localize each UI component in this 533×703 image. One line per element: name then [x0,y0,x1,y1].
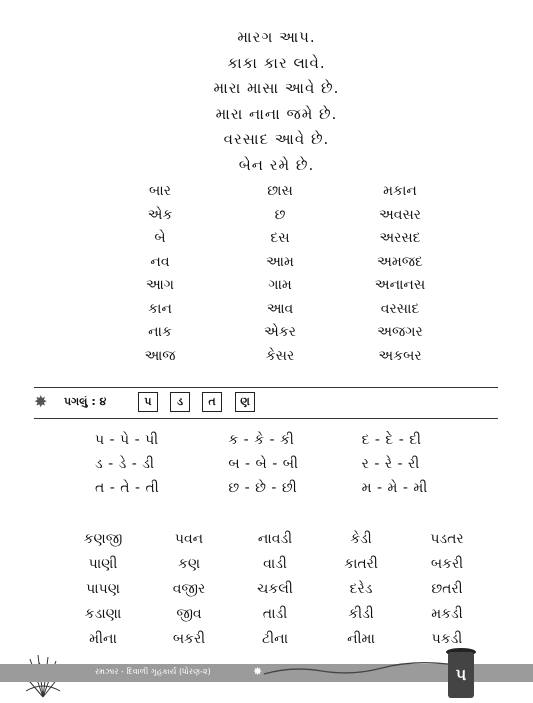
word: અમજદ [377,253,423,270]
word: દરેડ [349,581,373,597]
letter-box: પ [138,392,158,412]
sentence: વરસાદ આવે છે. [223,130,330,148]
syllable-group: ર - રે - રી [361,456,420,472]
syllable-group: ડ - ડે - ડી [95,456,155,472]
word: ગામ [268,277,292,293]
word: એક [147,206,173,223]
word: ટીના [261,631,288,647]
word: અરસદ [379,230,421,246]
word: મકડી [431,606,463,622]
word: કાન [148,300,172,317]
letter-box: ત [202,392,222,412]
burst-icon: ✸ [34,392,48,411]
sentence-block [0,25,533,178]
word: આગ [145,277,175,293]
word: જીવ [176,606,202,622]
word: અજગર [377,324,423,340]
word: છતરી [431,581,463,597]
word: આવ [266,300,294,317]
word: વજીર [172,581,206,597]
word: કણ [177,556,201,572]
page-number: ૫ [448,652,474,698]
word: મકાન [383,183,417,199]
burst-icon: ✸ [253,665,263,678]
syllable-group: મ - મે - મી [361,480,428,496]
word: પાણી [88,556,118,572]
word: પડતર [430,531,464,547]
syllable-row [95,428,495,452]
syllable-group: ત - તે - તી [95,480,160,496]
word: બે [154,230,166,246]
letter-box: ડ [170,392,190,412]
word: દસ [270,230,290,246]
syllable-group: છ - છે - છી [228,480,298,496]
word: અનાનસ [374,277,426,293]
step-header [34,387,498,419]
word: આજ [144,347,176,364]
word-grid-2 [60,527,490,652]
word: કડાણા [84,606,122,622]
word: અકબર [378,347,422,364]
sentence: કાકા કાર લાવે. [227,53,326,72]
word: એકર [264,324,296,340]
word: નાક [148,324,172,340]
letter-box: ણ [235,392,255,412]
syllable-group: પ - પે - પી [95,432,159,448]
wave-line-icon [262,654,452,680]
word: બકરી [172,631,206,647]
word: નાવડી [257,531,293,547]
word: નવ [150,253,170,270]
syllable-group: બ - બે - બી [228,456,299,472]
footer-text: રમઝાર - દિવાળી ગૃહકાર્ય (ધોરણ-૨) [95,667,211,676]
word: વરસાદ [380,300,420,317]
word: પાપણ [86,581,120,597]
word: છાસ [267,183,293,199]
word: કાતરી [344,556,378,572]
word: તાડી [262,606,288,622]
word: બકરી [430,556,464,572]
word: ચકલી [257,581,293,597]
word: આમ [266,253,294,270]
word: નીમા [347,631,375,647]
sentence: મારગ આપ. [237,28,316,46]
sentence: મારા માસા આવે છે. [213,79,340,97]
sentence: બેન રમે છે. [238,155,315,174]
word: કેડી [350,531,372,547]
word: પવન [174,531,204,547]
word: અવસર [378,206,422,223]
step-label: પગલું : ૪ [64,395,107,408]
word-grid [100,180,460,368]
word: કીડી [348,606,374,622]
word: બાર [149,183,171,199]
syllable-group: ક - કે - કી [228,432,295,448]
syllable-row [95,476,495,500]
sentence: મારા નાના જમે છે. [215,104,338,123]
word: કણજી [83,531,123,547]
word: છ [274,206,286,223]
syllable-group: દ - દે - દી [361,432,422,448]
syllable-table [95,428,495,500]
word: પકડી [431,631,463,647]
word: મીના [89,631,117,647]
syllable-row [95,452,495,476]
word: કેસર [265,347,295,364]
word: વાડી [263,556,287,572]
